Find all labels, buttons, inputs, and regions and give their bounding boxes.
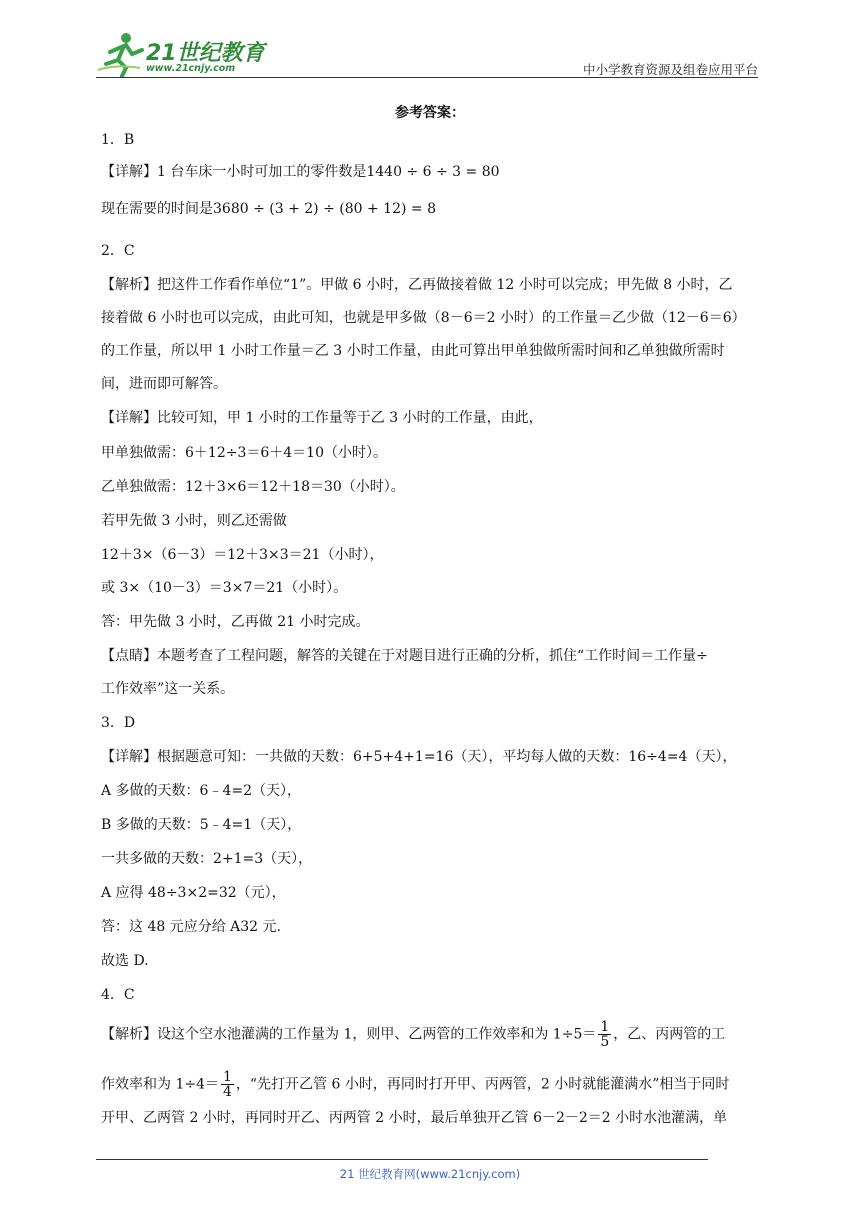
text-line: 开甲、乙两管 2 小时，再同时开乙、丙两管 2 小时，最后单独开乙管 6－2－2＝2 小时水池灌满，单 — [101, 1110, 728, 1126]
text-line: 【详解】比较可知，甲 1 小时的工作量等于乙 3 小时的工作量，由此， — [101, 410, 543, 426]
answer-3-label: 3．D — [101, 715, 136, 731]
fraction-numerator: 1 — [600, 1019, 610, 1035]
answer-4-label: 4．C — [101, 987, 135, 1003]
text-line: 的工作量，所以甲 1 小时工作量＝乙 3 小时工作量，由此可算出甲单独做所需时间和乙单独做所需时 — [101, 343, 725, 359]
text-line: A 应得 48÷3×2=32（元）， — [101, 885, 286, 901]
text-segment: ，乙、丙两管的工 — [613, 1026, 726, 1043]
text-line: 答：这 48 元应分给 A32 元. — [101, 919, 281, 935]
text-line: 或 3×（10－3）＝3×7＝21（小时）。 — [101, 580, 348, 596]
page-header — [96, 30, 758, 80]
text-line: 【详解】根据题意可知：一共做的天数：6+5+4+1=16（天），平均每人做的天数：16÷4=4（天）， — [101, 749, 737, 765]
text-line: 12＋3×（6－3）＝12＋3×3＝21（小时）， — [101, 547, 384, 563]
text-line: 答：甲先做 3 小时，乙再做 21 小时完成。 — [101, 614, 370, 630]
text-line: 一共多做的天数：2+1=3（天）， — [101, 851, 313, 867]
platform-name: 中小学教育资源及组卷应用平台 — [582, 62, 758, 77]
text-line: A 多做的天数：6﹣4=2（天）， — [101, 783, 302, 799]
logo — [96, 30, 276, 78]
text-segment: 【解析】设这个空水池灌满的工作量为 1，则甲、乙两管的工作效率和为 1÷5＝ — [101, 1026, 597, 1043]
logo-url: www.21cnjy.com — [146, 63, 236, 74]
text-line: 【解析】把这件工作看作单位“1”。甲做 6 小时，乙再做接着做 12 小时可以完成；甲先做 8 小时，乙 — [101, 277, 733, 293]
text-line: 【详解】1 台车床一小时可加工的零件数是1440 ÷ 6 ÷ 3 = 80 — [101, 164, 500, 180]
text-segment: 作效率和为 1÷4＝ — [101, 1076, 219, 1093]
page-title: 参考答案： — [395, 105, 465, 121]
text-line: 若甲先做 3 小时，则乙还需做 — [101, 513, 287, 529]
fraction — [598, 1020, 611, 1049]
text-line: 接着做 6 小时也可以完成，由此可知，也就是甲多做（8－6＝2 小时）的工作量＝乙少做（12－6＝6） — [101, 310, 746, 326]
text-line: 工作效率”这一关系。 — [101, 681, 235, 697]
text-line — [101, 1070, 729, 1099]
text-line: 现在需要的时间是3680 ÷ (3 + 2) ÷ (80 + 12) = 8 — [101, 201, 436, 217]
text-line: 甲单独做需：6＋12÷3＝6＋4＝10（小时）。 — [101, 445, 387, 461]
footer-divider — [96, 1159, 708, 1160]
text-line: 【点睛】本题考查了工程问题，解答的关键在于对题目进行正确的分析，抓住“工作时间＝工作量÷ — [101, 648, 708, 664]
text-line: 乙单独做需：12＋3×6＝12＋18＝30（小时）。 — [101, 479, 405, 495]
answer-1-label: 1．B — [101, 132, 135, 148]
header-divider — [96, 77, 758, 78]
text-segment: ，“先打开乙管 6 小时，再同时打开甲、丙两管，2 小时就能灌满水”相当于同时 — [235, 1076, 730, 1093]
text-line: 故选 D. — [101, 953, 149, 969]
text-line: B 多做的天数：5﹣4=1（天）， — [101, 817, 302, 833]
fraction-denominator: 4 — [223, 1084, 232, 1100]
footer-text[interactable]: 21 世纪教育网(www.21cnjy.com) — [339, 1167, 521, 1181]
logo-text: 21世纪教育 — [146, 41, 265, 66]
text-line: 间，进而即可解答。 — [101, 376, 227, 392]
fraction-numerator: 1 — [223, 1069, 232, 1085]
answer-2-label: 2．C — [101, 243, 135, 259]
text-line — [101, 1020, 725, 1049]
fraction-denominator: 5 — [600, 1034, 610, 1050]
fraction — [221, 1070, 234, 1099]
runner-logo-icon — [96, 30, 146, 78]
